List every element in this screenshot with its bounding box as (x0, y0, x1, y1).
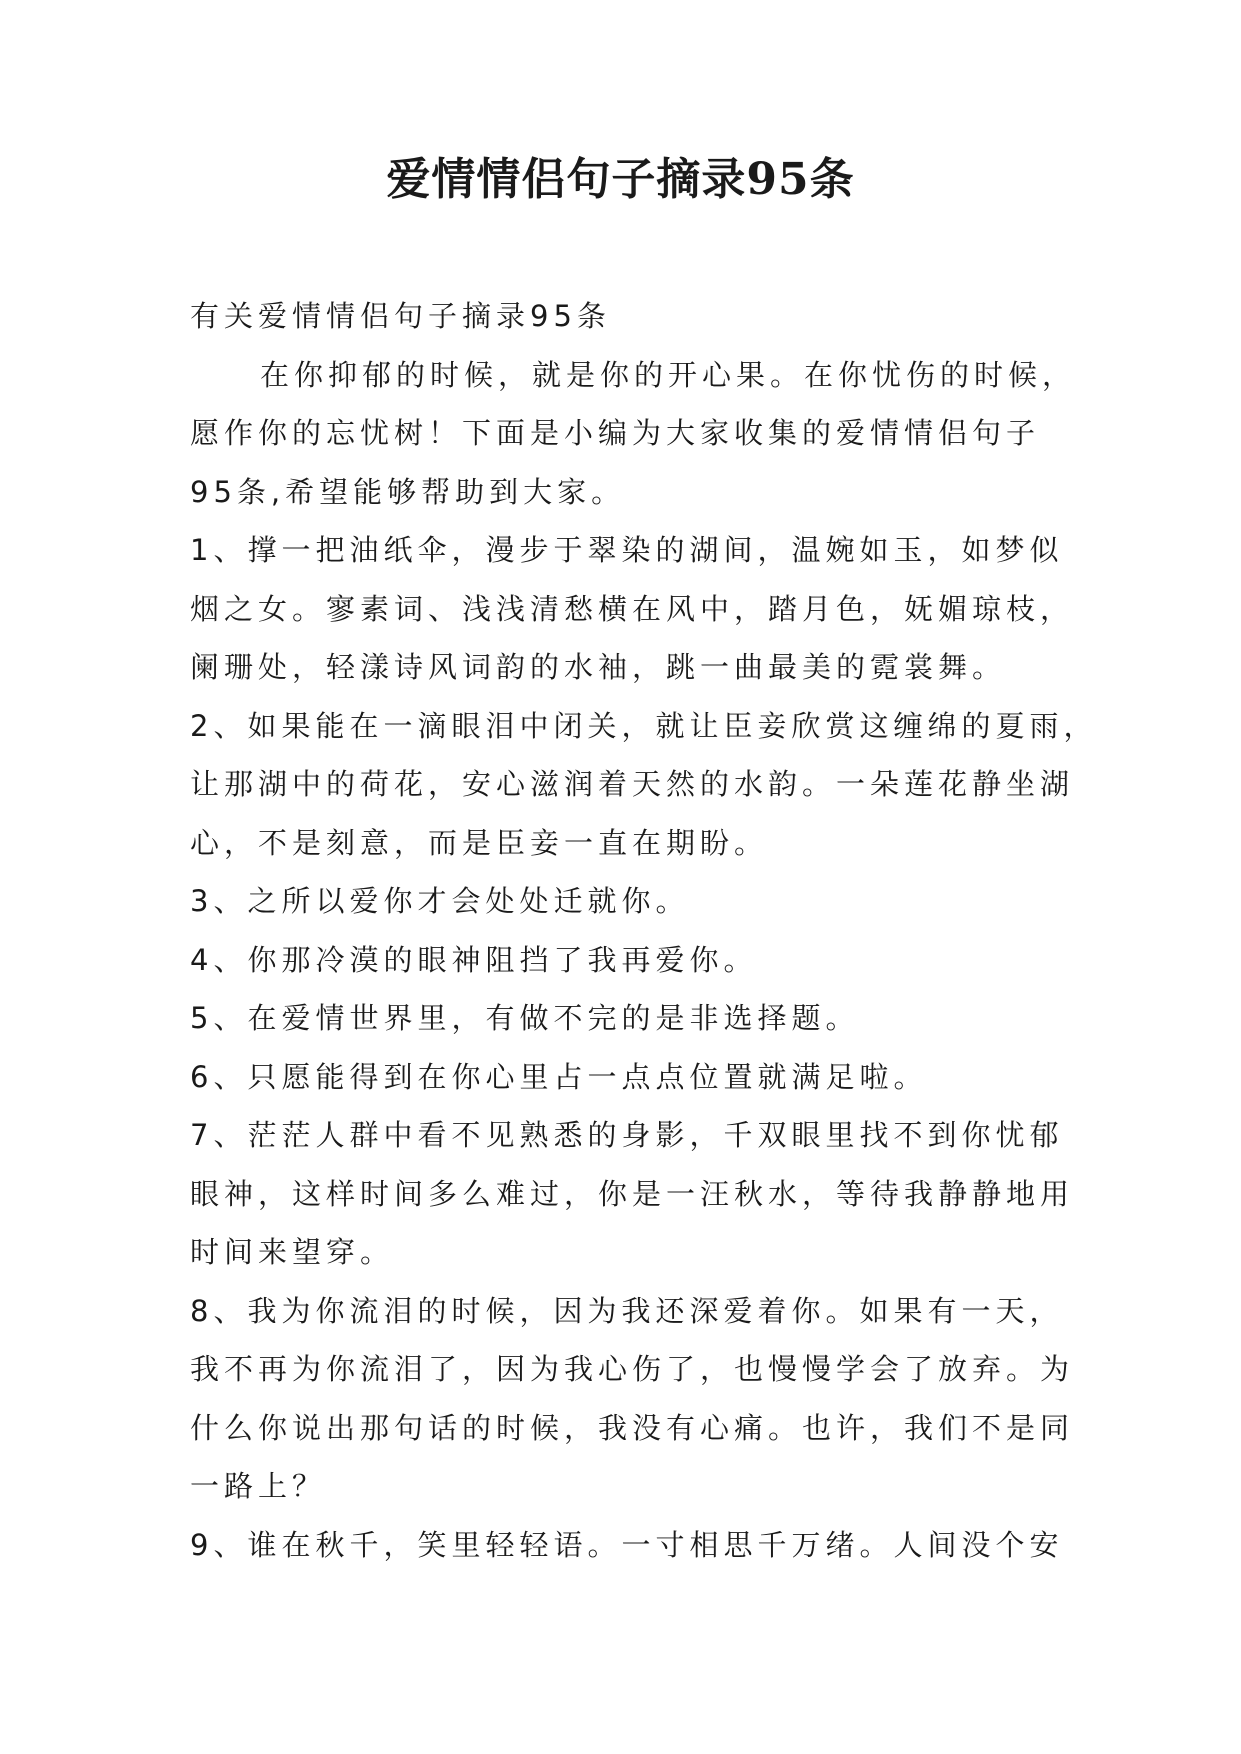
quote-line: 心，不是刻意，而是臣妾一直在期盼。 (190, 825, 769, 860)
quote-line: 阑珊处，轻漾诗风词韵的水袖，跳一曲最美的霓裳舞。 (190, 650, 1007, 684)
quote-line: 8、我为你流泪的时候，因为我还深爱着你。如果有一天， (190, 1293, 1064, 1328)
quote-line: 2、如果能在一滴眼泪中闭关，就让臣妾欣赏这缠绵的夏雨， (190, 708, 1098, 743)
quote-line: 9、谁在秋千，笑里轻轻语。一寸相思千万绪。人间没个安 (190, 1527, 1064, 1562)
intro-paragraph-line: 95条,希望能够帮助到大家。 (190, 474, 626, 509)
subtitle-line: 有关爱情情侣句子摘录95条 (190, 299, 611, 333)
quote-line: 眼神，这样时间多么难过，你是一汪秋水，等待我静静地用 (190, 1176, 1075, 1211)
quote-line: 5、在爱情世界里，有做不完的是非选择题。 (190, 1001, 860, 1035)
intro-paragraph-line: 在你抑郁的时候，就是你的开心果。在你忧伤的时候， (260, 357, 1077, 392)
quote-line: 4、你那冷漠的眼神阻挡了我再爱你。 (190, 942, 758, 977)
intro-paragraph-line: 愿作你的忘忧树！下面是小编为大家收集的爱情情侣句子 (190, 416, 1041, 450)
quote-line: 我不再为你流泪了，因为我心伤了，也慢慢学会了放弃。为 (190, 1352, 1075, 1386)
document-body (190, 287, 1098, 1574)
quote-line: 3、之所以爱你才会处处迁就你。 (190, 884, 690, 918)
quote-line: 时间来望穿。 (190, 1235, 395, 1269)
quote-line: 1、撑一把油纸伞，漫步于翠染的湖间，温婉如玉，如梦似 (190, 533, 1064, 567)
quote-line: 让那湖中的荷花，安心滋润着天然的水韵。一朵莲花静坐湖 (190, 767, 1075, 801)
document-title: 爱情情侣句子摘录95条 (386, 154, 855, 205)
quote-line: 什么你说出那句话的时候，我没有心痛。也许，我们不是同 (190, 1410, 1075, 1445)
quote-line: 一路上？ (190, 1469, 327, 1503)
quote-line: 烟之女。寥素词、浅浅清愁横在风中，踏月色，妩媚琼枝， (190, 591, 1075, 626)
quote-line: 7、茫茫人群中看不见熟悉的身影，千双眼里找不到你忧郁 (190, 1118, 1064, 1152)
quote-line: 6、只愿能得到在你心里占一点点位置就满足啦。 (190, 1059, 928, 1094)
